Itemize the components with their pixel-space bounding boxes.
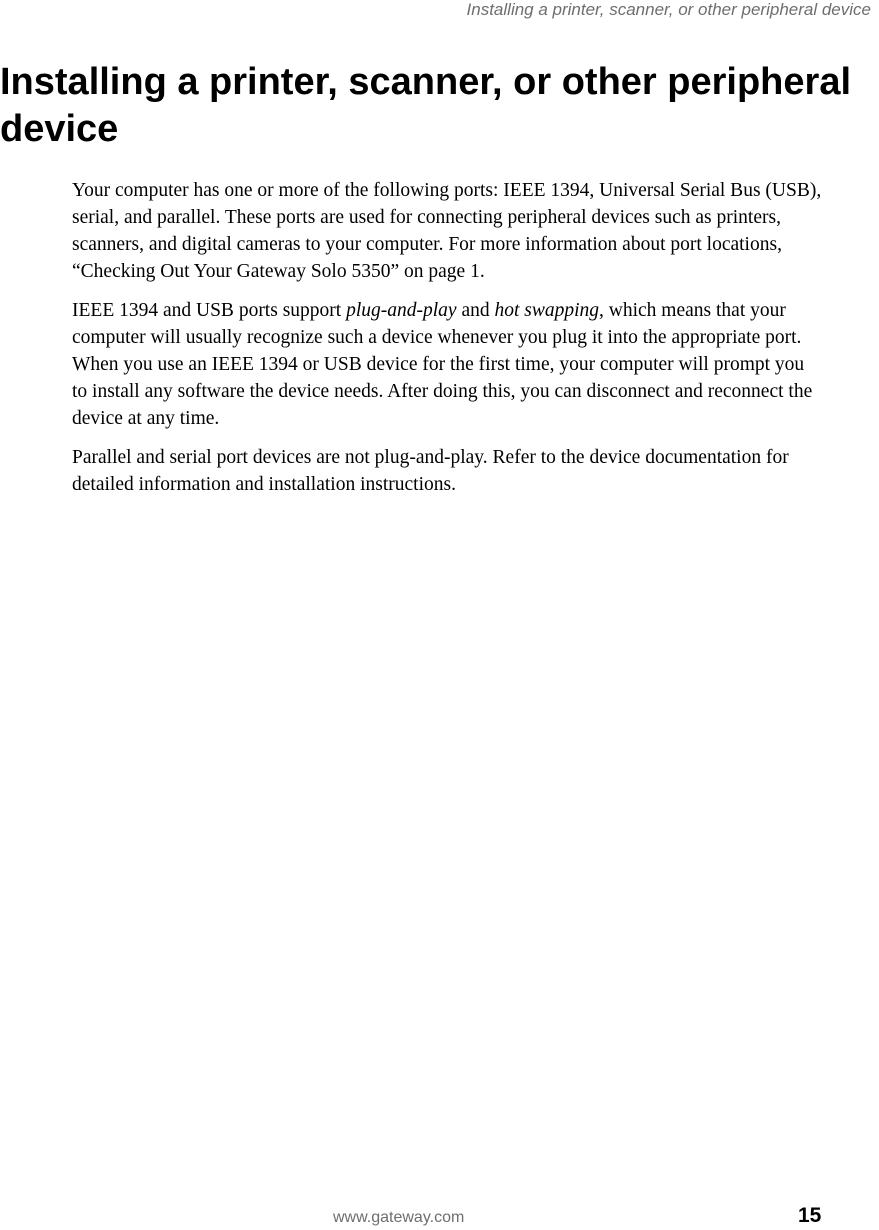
term-hot-swapping: hot swapping bbox=[494, 300, 600, 321]
paragraph-plug-and-play bbox=[72, 297, 824, 432]
paragraph-parallel-serial: Parallel and serial port devices are not plug-and-play. Refer to the device documentation for detailed information and installation instructions. bbox=[72, 447, 789, 495]
page-title: Installing a printer, scanner, or other peripheral device bbox=[0, 61, 852, 150]
footer-url: www.gateway.com bbox=[333, 1209, 465, 1226]
page-number: 15 bbox=[798, 1204, 822, 1227]
body-text bbox=[72, 177, 824, 510]
paragraph-plug-and-play-text-1: IEEE 1394 and USB ports support bbox=[72, 300, 347, 321]
term-plug-and-play: plug-and-play bbox=[346, 300, 457, 321]
paragraph-plug-and-play-text-3: , which means that your computer will usually recognize such a device whenever you plug it into the appropriate port. When you use an IEEE 1394 or USB device for the first time, your computer will prompt you to install any software the device needs. After doing this, you can disconnect and reconnect the device at any time. bbox=[72, 300, 813, 429]
paragraph-plug-and-play-text-2: and bbox=[456, 300, 495, 321]
paragraph-ports: Your computer has one or more of the following ports: IEEE 1394, Universal Serial Bus (USB), serial, and parallel. These ports are used for connecting peripheral devices such as printers, scanners, and digital cameras to your computer. For more information about port locations, “Checking Out Your Gateway Solo 5350” on page 1. bbox=[72, 180, 822, 282]
running-header: Installing a printer, scanner, or other peripheral device bbox=[466, 0, 871, 19]
